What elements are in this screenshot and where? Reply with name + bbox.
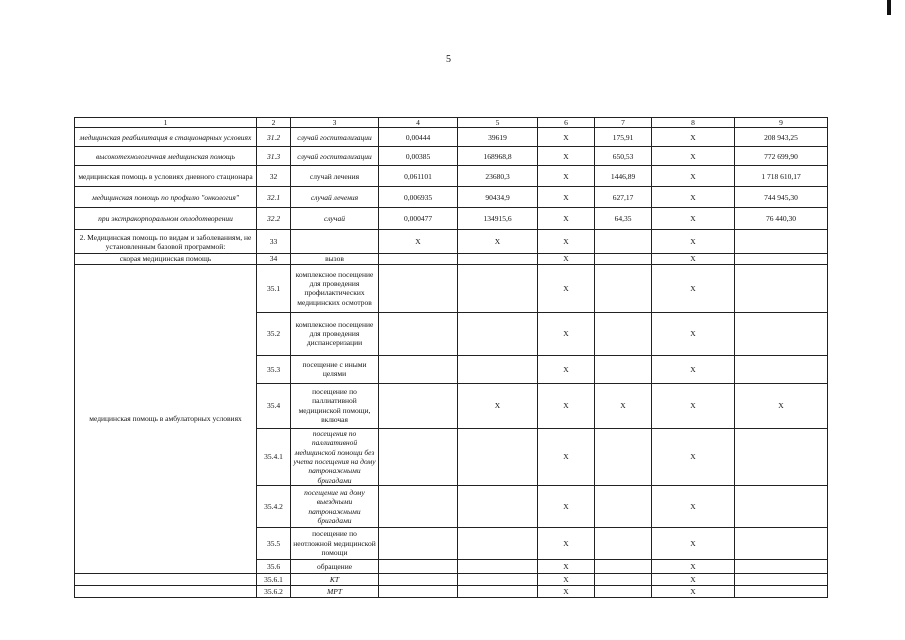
- header-cell: 7: [595, 118, 652, 128]
- cell: Х: [652, 428, 735, 485]
- row-unit: обращение: [291, 560, 379, 574]
- cell: Х: [652, 383, 735, 428]
- cell: [735, 254, 828, 264]
- cell: [735, 560, 828, 574]
- cell: [379, 355, 458, 383]
- cell: 0,00385: [379, 147, 458, 166]
- cell: [595, 574, 652, 586]
- cell: 0,000477: [379, 208, 458, 230]
- cell: Х: [652, 574, 735, 586]
- header-row: [75, 118, 828, 128]
- row-unit: случай лечения: [291, 187, 379, 208]
- cell: Х: [652, 147, 735, 166]
- table-row: [75, 208, 828, 230]
- cell: [458, 574, 538, 586]
- row-code: 31.2: [257, 128, 291, 147]
- row-label: медицинская реабилитация в стационарных условиях: [75, 128, 257, 147]
- row-unit: [291, 230, 379, 254]
- row-code: 35.4: [257, 383, 291, 428]
- cell: Х: [652, 528, 735, 560]
- header-cell: 6: [538, 118, 595, 128]
- cell: 744 945,30: [735, 187, 828, 208]
- cell: [379, 254, 458, 264]
- cell: Х: [595, 383, 652, 428]
- cell: [458, 560, 538, 574]
- row-unit: вызов: [291, 254, 379, 264]
- cell: [379, 312, 458, 355]
- row-unit: комплексное посещение для проведения диспансеризации: [291, 312, 379, 355]
- cell: Х: [538, 383, 595, 428]
- table-row: [75, 187, 828, 208]
- cell: Х: [652, 264, 735, 312]
- cell: Х: [538, 428, 595, 485]
- row-unit: посещение по неотложной медицинской помощи: [291, 528, 379, 560]
- row-unit: МРТ: [291, 586, 379, 598]
- header-cell: 4: [379, 118, 458, 128]
- cell: [595, 312, 652, 355]
- cell: Х: [538, 166, 595, 187]
- header-cell: 1: [75, 118, 257, 128]
- page-number: 5: [446, 54, 451, 65]
- cell: [379, 560, 458, 574]
- row-code: 35.1: [257, 264, 291, 312]
- row-label: высокотехнологичная медицинская помощь: [75, 147, 257, 166]
- cell: Х: [652, 586, 735, 598]
- row-unit: случай госпитализации: [291, 147, 379, 166]
- cell: [458, 586, 538, 598]
- cell: Х: [538, 128, 595, 147]
- cell: [735, 355, 828, 383]
- cell: [458, 312, 538, 355]
- cell: 134915,6: [458, 208, 538, 230]
- cell: [595, 528, 652, 560]
- cell: Х: [652, 128, 735, 147]
- cell: Х: [538, 147, 595, 166]
- cell: [458, 428, 538, 485]
- cell: 772 699,90: [735, 147, 828, 166]
- cell: Х: [652, 560, 735, 574]
- row-code: 32.1: [257, 187, 291, 208]
- cell: 90434,9: [458, 187, 538, 208]
- table-row: [75, 166, 828, 187]
- row-code: 35.4.2: [257, 486, 291, 528]
- cell: 0,061101: [379, 166, 458, 187]
- table-row: [75, 128, 828, 147]
- row-code: 34: [257, 254, 291, 264]
- cell: Х: [652, 254, 735, 264]
- row-label: 2. Медицинская помощь по видам и заболеваниям, не установленным базовой программой:: [75, 230, 257, 254]
- cell: Х: [538, 208, 595, 230]
- row-code: 31.3: [257, 147, 291, 166]
- row-code: 35.6: [257, 560, 291, 574]
- cell: [595, 586, 652, 598]
- row-code: 35.5: [257, 528, 291, 560]
- table-row: [75, 264, 828, 312]
- cell: [379, 528, 458, 560]
- cell: [735, 528, 828, 560]
- cell: [735, 264, 828, 312]
- row-unit: случай госпитализации: [291, 128, 379, 147]
- cell: 168968,8: [458, 147, 538, 166]
- row-label: медицинская помощь в условиях дневного стационара: [75, 166, 257, 187]
- header-cell: 5: [458, 118, 538, 128]
- cell: [379, 574, 458, 586]
- cell: [735, 312, 828, 355]
- cell: Х: [652, 355, 735, 383]
- cell: 0,006935: [379, 187, 458, 208]
- cell: Х: [652, 166, 735, 187]
- cell: Х: [538, 586, 595, 598]
- cell: [595, 230, 652, 254]
- row-unit: посещение на дому выездными патронажными бригадами: [291, 486, 379, 528]
- cell: [458, 355, 538, 383]
- row-code: 35.2: [257, 312, 291, 355]
- cell: [595, 355, 652, 383]
- cell: 1446,89: [595, 166, 652, 187]
- cell: 208 943,25: [735, 128, 828, 147]
- cell: Х: [652, 187, 735, 208]
- row-code: 32.2: [257, 208, 291, 230]
- cell: 23680,3: [458, 166, 538, 187]
- header-cell: 9: [735, 118, 828, 128]
- cell: Х: [538, 254, 595, 264]
- cell: Х: [538, 355, 595, 383]
- blank-cell: [75, 586, 257, 598]
- row-code: 33: [257, 230, 291, 254]
- row-unit: комплексное посещение для проведения профилактических медицинских осмотров: [291, 264, 379, 312]
- header-cell: 8: [652, 118, 735, 128]
- edge-mark: [887, 0, 891, 15]
- blank-cell: [75, 574, 257, 586]
- table-row: [75, 586, 828, 598]
- cell: [379, 383, 458, 428]
- row-code: 32: [257, 166, 291, 187]
- cell: [379, 428, 458, 485]
- cell: 627,17: [595, 187, 652, 208]
- cell: Х: [379, 230, 458, 254]
- row-label: медицинская помощь по профилю "онкология": [75, 187, 257, 208]
- cell: Х: [538, 528, 595, 560]
- table-row: [75, 147, 828, 166]
- cell: Х: [538, 264, 595, 312]
- cell: [735, 574, 828, 586]
- cell: [458, 528, 538, 560]
- cell: [735, 428, 828, 485]
- cell: Х: [538, 574, 595, 586]
- data-table: [74, 117, 828, 598]
- cell: [735, 586, 828, 598]
- cell: [379, 586, 458, 598]
- table-row: [75, 230, 828, 254]
- cell: [458, 254, 538, 264]
- row-label: при экстракорпоральном оплодотворении: [75, 208, 257, 230]
- cell: 64,35: [595, 208, 652, 230]
- cell: Х: [652, 486, 735, 528]
- cell: [379, 486, 458, 528]
- cell: Х: [735, 383, 828, 428]
- cell: Х: [458, 383, 538, 428]
- row-code: 35.3: [257, 355, 291, 383]
- cell: [595, 428, 652, 485]
- cell: Х: [538, 187, 595, 208]
- cell: Х: [652, 230, 735, 254]
- cell: [735, 230, 828, 254]
- cell: [595, 560, 652, 574]
- cell: Х: [458, 230, 538, 254]
- row-unit: посещение с иными целями: [291, 355, 379, 383]
- cell: 1 718 610,17: [735, 166, 828, 187]
- cell: Х: [652, 312, 735, 355]
- cell: Х: [538, 230, 595, 254]
- cell: [379, 264, 458, 312]
- row-code: 35.4.1: [257, 428, 291, 485]
- cell: [735, 486, 828, 528]
- row-unit: посещение по паллиативной медицинской помощи, включая: [291, 383, 379, 428]
- row-label: скорая медицинская помощь: [75, 254, 257, 264]
- table-row: [75, 254, 828, 264]
- cell: 0,00444: [379, 128, 458, 147]
- outpatient-label: медицинская помощь в амбулаторных условиях: [75, 264, 257, 573]
- row-unit: случай: [291, 208, 379, 230]
- cell: Х: [538, 312, 595, 355]
- cell: 39619: [458, 128, 538, 147]
- cell: [595, 264, 652, 312]
- header-cell: 3: [291, 118, 379, 128]
- row-code: 35.6.2: [257, 586, 291, 598]
- row-code: 35.6.1: [257, 574, 291, 586]
- cell: Х: [538, 560, 595, 574]
- cell: Х: [538, 486, 595, 528]
- row-unit: КТ: [291, 574, 379, 586]
- cell: 650,53: [595, 147, 652, 166]
- cell: 175,91: [595, 128, 652, 147]
- header-cell: 2: [257, 118, 291, 128]
- row-unit: случай лечения: [291, 166, 379, 187]
- cell: Х: [652, 208, 735, 230]
- row-unit: посещения по паллиативной медицинской помощи без учета посещения на дому патронажными бригадами: [291, 428, 379, 485]
- cell: [595, 254, 652, 264]
- cell: 76 440,30: [735, 208, 828, 230]
- table-row: [75, 574, 828, 586]
- cell: [458, 486, 538, 528]
- cell: [595, 486, 652, 528]
- cell: [458, 264, 538, 312]
